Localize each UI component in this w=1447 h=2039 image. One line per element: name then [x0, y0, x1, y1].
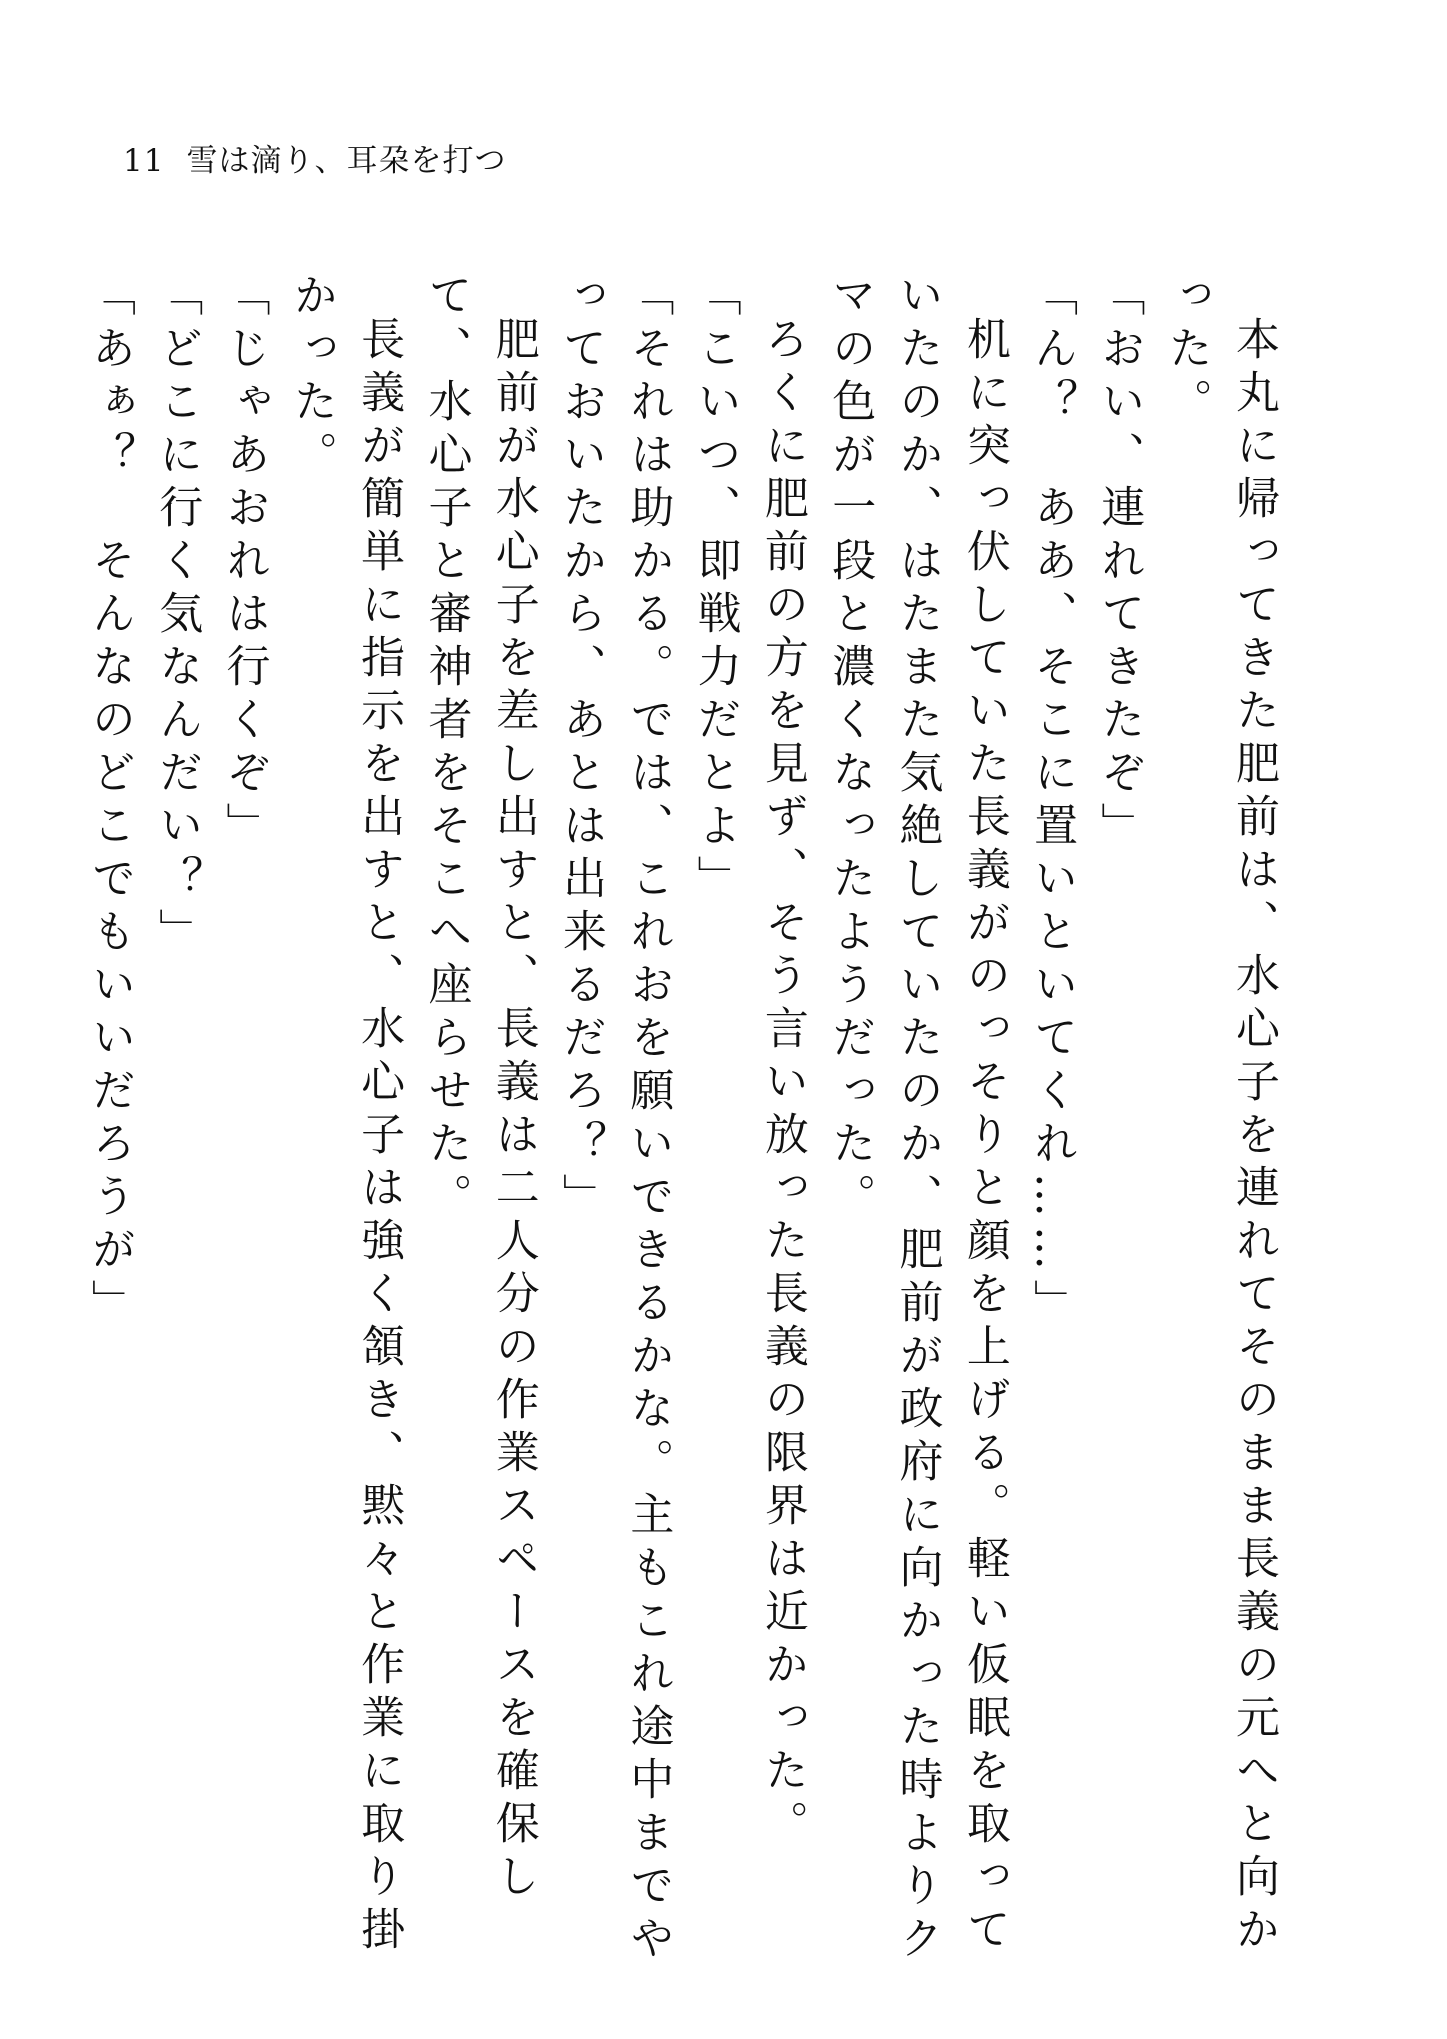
dialogue-line: 「どこに行く気なんだい？」	[151, 272, 203, 961]
dialogue-line: 「あぁ？ そんなのどこでもいいだろうが」	[83, 272, 135, 1332]
dialogue-line: 「ん？ ああ、そこに置いといてくれ……」	[1026, 272, 1078, 1332]
dialogue-line: 「こいつ、即戦力だとよ」	[689, 272, 741, 908]
dialogue-line: 「おい、連れてきたぞ」	[1093, 272, 1145, 855]
paragraph: 肥前が水心子を差し出すと、長義は二人分の作業スペースを確保して、水心子と審神者をそこへ座らせた。	[420, 272, 539, 1906]
dialogue-line: 「それは助かる。では、これおを願いできるかな。主もこれ途中までやっておいたから、あとは出来るだろ？」	[555, 272, 674, 1968]
page-number: 11	[123, 143, 165, 179]
paragraph: 机に突っ伏していた長義がのっそりと顔を上げる。軽い仮眠を取っていたのか、はたまた気絶していたのか、肥前が政府に向かった時よりクマの色が一段と濃くなったようだった。	[824, 272, 1010, 1968]
chapter-title: 雪は滴り、耳朶を打つ	[186, 143, 507, 179]
dialogue-line: 「じゃあおれは行くぞ」	[218, 272, 270, 855]
paragraph: ろくに肥前の方を見ず、そう言い放った長義の限界は近かった。	[756, 316, 808, 1853]
paragraph: 長義が簡単に指示を出すと、水心子は強く頷き、黙々と作業に取り掛かった。	[285, 272, 405, 1959]
body-text	[83, 272, 1287, 1972]
paragraph: 本丸に帰ってきた肥前は、水心子を連れてそのまま長義の元へと向かった。	[1160, 272, 1279, 1959]
running-header	[123, 143, 507, 179]
